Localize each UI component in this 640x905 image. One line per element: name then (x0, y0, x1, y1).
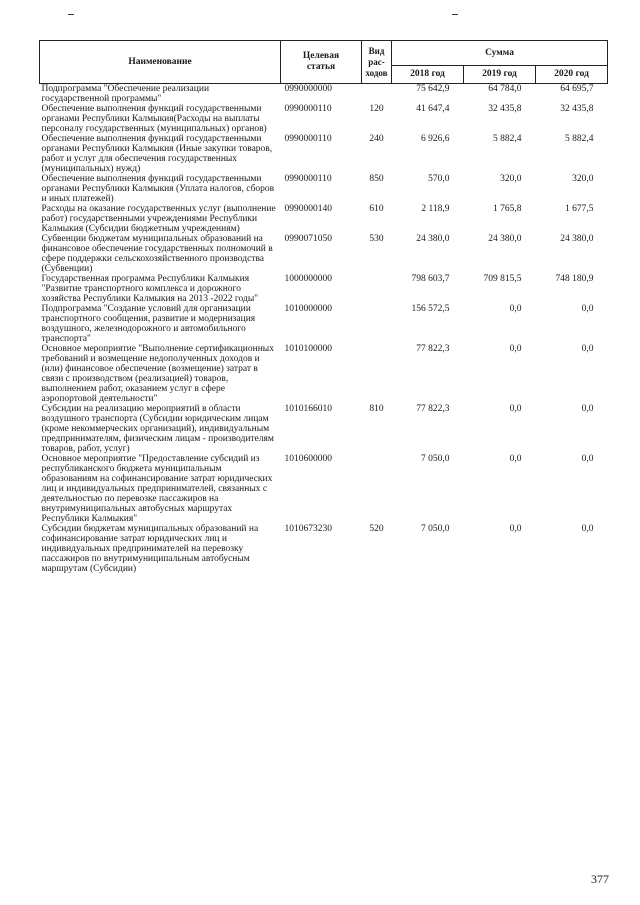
cell-name: Субсидии на реализацию мероприятий в области воздушного транспорта (Субсидии юридическим лицам (кроме некоммерческих организаций), индивидуальным предпринимателям, физическим лицам - производителям товаров, работ, услуг) (41, 404, 274, 454)
cell-name: Субсидии бюджетам муниципальных образований на софинансирование затрат юридических лиц и индивидуальных предпринимателей на перевозку пассажиров по внутримуниципальным автобусным маршрутам (Субсидии) (41, 524, 259, 574)
cell-target-code: 1010673230 (284, 524, 332, 534)
cell-name: Основное мероприятие "Предоставление субсидий из республиканского бюджета муниципальным образованиям на софинансирование затрат юридических лиц и индивидуальных предпринимателей, связанных с деятельностью по перевозке пассажиров на внутримуниципальных автобусных маршрутах Республики Калмыкия" (41, 454, 273, 524)
cell-name: Обеспечение выполнения функций государственными органами Республики Калмыкия(Расходы на выплаты персоналу государственных (муниципальных) органов) (41, 104, 267, 134)
cell-sum-2020: 5 882,4 (565, 134, 594, 144)
cell-sum-2019: 320,0 (500, 174, 522, 184)
table-row (40, 104, 608, 134)
cell-name: Субвенции бюджетам муниципальных образований на финансовое обеспечение государственных полномочий в сфере поддержки сельскохозяйственного производства (Субвенции) (41, 234, 273, 274)
cell-name: Государственная программа Республики Калмыкия "Развитие транспортного комплекса и дорожного хозяйства Республики Калмыкия на 2013 -2022 годы" (41, 274, 259, 304)
cell-target-code: 0990000140 (284, 204, 332, 214)
table-row (40, 274, 608, 304)
cell-sum-2018: 2 118,9 (421, 204, 450, 214)
cell-expense-kind (362, 344, 392, 404)
header-kind-line1: Вид (368, 45, 385, 56)
cell-sum-2018: 6 926,6 (421, 134, 450, 144)
header-year-2018: 2018 год (392, 66, 464, 84)
cell-target-code: 1010600000 (284, 454, 332, 464)
cell-sum-2020: 320,0 (572, 174, 594, 184)
cell-sum-2019: 0,0 (509, 454, 522, 464)
cell-sum-2020: 1 677,5 (565, 204, 594, 214)
table-body (40, 84, 608, 575)
cell-sum-2019: 64 784,0 (488, 84, 522, 94)
header-year-2020: 2020 год (536, 66, 608, 84)
cell-sum-2020: 748 180,9 (555, 274, 594, 284)
table-row (40, 404, 608, 454)
cell-target-code: 1000000000 (284, 274, 332, 284)
cell-expense-kind: 120 (369, 104, 384, 114)
table-row (40, 234, 608, 274)
cell-sum-2019: 0,0 (509, 524, 522, 534)
cell-expense-kind: 850 (369, 174, 384, 184)
cell-sum-2018: 798 603,7 (411, 274, 450, 284)
cell-sum-2018: 570,0 (428, 174, 450, 184)
cell-sum-2020: 24 380,0 (560, 234, 594, 244)
cell-expense-kind (362, 454, 392, 524)
cell-expense-kind: 530 (369, 234, 384, 244)
table-row (40, 524, 608, 574)
cell-sum-2018: 77 822,3 (416, 344, 450, 354)
header-year-2019: 2019 год (464, 66, 536, 84)
header-name: Наименование (40, 41, 281, 84)
cell-expense-kind (362, 84, 392, 105)
cell-target-code: 1010100000 (284, 344, 332, 354)
cell-sum-2019: 1 765,8 (493, 204, 522, 214)
cell-sum-2019: 0,0 (509, 304, 522, 314)
cell-expense-kind: 240 (369, 134, 384, 144)
cell-sum-2018: 75 642,9 (416, 84, 450, 94)
cell-sum-2020: 0,0 (581, 404, 594, 414)
cell-target-code: 0990071050 (284, 234, 332, 244)
cell-target-code: 1010166010 (284, 404, 332, 414)
cell-sum-2020: 0,0 (581, 344, 594, 354)
cell-sum-2019: 0,0 (509, 344, 522, 354)
budget-table (39, 40, 608, 574)
cell-expense-kind: 610 (369, 204, 384, 214)
header-sum: Сумма (392, 41, 608, 66)
cell-sum-2018: 156 572,5 (411, 304, 450, 314)
cell-sum-2018: 7 050,0 (421, 454, 450, 464)
page-number: 377 (591, 872, 609, 886)
cell-target-code: 0990000110 (284, 134, 332, 144)
header-kind-line3: ходов (365, 67, 388, 78)
cell-sum-2018: 41 647,4 (416, 104, 450, 114)
scan-mark-left (68, 14, 74, 15)
table-row (40, 174, 608, 204)
header-target-line2: статья (306, 62, 336, 72)
cell-expense-kind: 520 (369, 524, 384, 534)
table-row (40, 204, 608, 234)
cell-name: Подпрограмма "Создание условий для организации транспортного сообщения, развитие и модернизация воздушного, железнодорожного и автомобильного транспорта" (41, 304, 256, 344)
cell-sum-2020: 32 435,8 (560, 104, 594, 114)
cell-name: Обеспечение выполнения функций государственными органами Республики Калмыкия (Уплата налогов, сборов и иных платежей) (41, 174, 275, 204)
table-row (40, 344, 608, 404)
cell-sum-2018: 77 822,3 (416, 404, 450, 414)
cell-expense-kind (362, 304, 392, 344)
cell-sum-2020: 64 695,7 (560, 84, 594, 94)
cell-sum-2018: 7 050,0 (421, 524, 450, 534)
cell-sum-2020: 0,0 (581, 304, 594, 314)
header-target-article (281, 41, 362, 84)
scan-mark-right (452, 14, 458, 15)
cell-name: Обеспечение выполнения функций государственными органами Республики Калмыкия (Иные закупки товаров, работ и услуг для обеспечения государственных (муниципальных) нужд) (41, 134, 273, 174)
table-row (40, 304, 608, 344)
table-row (40, 454, 608, 524)
cell-sum-2019: 24 380,0 (488, 234, 522, 244)
cell-sum-2020: 0,0 (581, 524, 594, 534)
table-row (40, 134, 608, 174)
header-kind-line2: рас- (368, 56, 385, 67)
cell-name: Основное мероприятие "Выполнение сертификационных требований и возмещение недополученных доходов и (или) финансовое обеспечение (возмещение) затрат в связи с производством (реализацией) товаров, выполнением работ, оказанием услуг в сфере аэропортовой деятельности" (41, 344, 274, 404)
cell-expense-kind: 810 (369, 404, 384, 414)
cell-sum-2019: 5 882,4 (493, 134, 522, 144)
cell-name: Подпрограмма "Обеспечение реализации государственной программы" (41, 84, 210, 104)
cell-sum-2019: 709 815,5 (483, 274, 522, 284)
table-row (40, 84, 608, 105)
header-target-line1: Целевая (302, 51, 340, 61)
cell-sum-2018: 24 380,0 (416, 234, 450, 244)
cell-target-code: 0990000110 (284, 104, 332, 114)
cell-sum-2019: 32 435,8 (488, 104, 522, 114)
cell-sum-2019: 0,0 (509, 404, 522, 414)
cell-target-code: 1010000000 (284, 304, 332, 314)
cell-expense-kind (362, 274, 392, 304)
header-expense-kind (362, 41, 392, 84)
cell-target-code: 0990000110 (284, 174, 332, 184)
cell-sum-2020: 0,0 (581, 454, 594, 464)
cell-name: Расходы на оказание государственных услуг (выполнение работ) государственными учреждениями Республики Калмыкия (Субсидии бюджетным учреждениям) (41, 204, 276, 234)
cell-target-code: 0990000000 (284, 84, 332, 94)
